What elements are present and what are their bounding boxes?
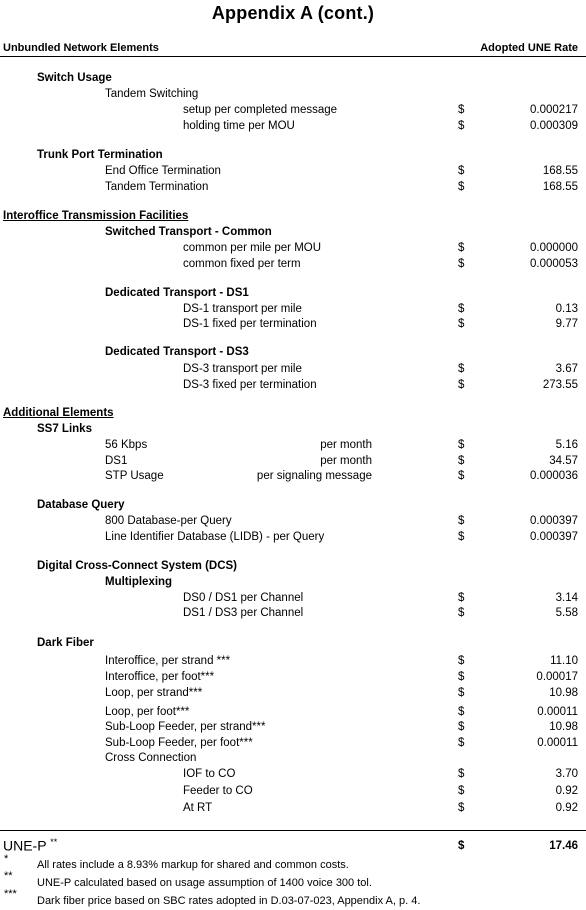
dollar-sign: $ [458,721,465,733]
rate-value: 10.98 [549,721,578,733]
row-label: DS1 [105,455,128,467]
rate-value: 0.000309 [530,120,578,132]
total-footnote-mark: ** [50,837,58,847]
footnote-text: Dark fiber price based on SBC rates adopted in D.03-07-023, Appendix A, p. 4. [37,895,421,907]
total-label-text: UNE-P [3,837,47,854]
dollar-sign: $ [458,768,465,780]
subsection-cross-connection: Cross Connection [105,752,197,764]
rate-value: 0.000053 [530,258,578,270]
rate-value: 0.000036 [530,470,578,482]
footnote-text: UNE-P calculated based on usage assumption of 1400 voice 300 tol. [37,877,372,889]
column-header-elements: Unbundled Network Elements [3,42,159,54]
dollar-sign: $ [458,687,465,699]
rate-value: 0.00011 [537,706,578,718]
rate-value: 168.55 [542,165,578,177]
rate-value: 0.92 [555,785,578,797]
total-label [3,837,57,854]
dollar-sign: $ [458,785,465,797]
rate-value: 273.55 [542,379,578,391]
row-label: Loop, per foot*** [105,706,190,718]
row-label: DS-3 fixed per termination [183,379,317,391]
rate-value: 0.000217 [530,104,578,116]
row-label: Loop, per strand*** [105,687,203,699]
row-label: Tandem Termination [105,181,209,193]
rate-value: 9.77 [555,318,578,330]
rate-value: 11.10 [550,655,578,667]
footnote-text: All rates include a 8.93% markup for shared and common costs. [37,859,349,871]
rate-value: 0.000397 [530,515,578,527]
dollar-sign: $ [458,258,465,270]
dollar-sign: $ [458,655,465,667]
row-label: Sub-Loop Feeder, per strand*** [105,721,266,733]
rate-value: 5.58 [555,607,578,619]
section-database-query: Database Query [37,499,125,511]
footnote-mark: *** [4,888,17,900]
footnote-mark: * [4,853,9,865]
row-label: STP Usage [105,470,164,482]
dollar-sign: $ [458,607,465,619]
row-label: Line Identifier Database (LIDB) - per Query [105,531,325,543]
dollar-sign: $ [458,242,465,254]
row-label: DS1 / DS3 per Channel [183,607,304,619]
rate-value: 3.67 [555,363,578,375]
total-value: 17.46 [549,840,578,852]
rate-value: 3.14 [555,592,578,604]
rate-value: 34.57 [549,455,578,467]
row-unit: per month [320,439,372,451]
section-dcs: Digital Cross-Connect System (DCS) [37,560,238,572]
row-label: DS-1 fixed per termination [183,318,317,330]
subsection-tandem-switching: Tandem Switching [105,88,199,100]
row-label: End Office Termination [105,165,221,177]
row-label: IOF to CO [183,768,236,780]
row-label: Feeder to CO [183,785,253,797]
row-unit: per month [320,455,372,467]
footnote-mark: ** [4,870,13,882]
row-label: common fixed per term [183,258,301,270]
rate-value: 0.92 [555,802,578,814]
dollar-sign: $ [458,737,465,749]
dollar-sign: $ [458,470,465,482]
dollar-sign: $ [458,318,465,330]
subsection-dedicated-ds1: Dedicated Transport - DS1 [105,287,249,299]
dollar-sign: $ [458,303,465,315]
rate-value: 0.000397 [530,531,578,543]
page-title: Appendix A (cont.) [211,3,375,23]
subsection-switched-transport: Switched Transport - Common [105,226,272,238]
rate-value: 5.16 [555,439,578,451]
row-label: common per mile per MOU [183,242,322,254]
section-switch-usage: Switch Usage [37,72,112,84]
row-label: setup per completed message [183,104,338,116]
section-dark-fiber: Dark Fiber [37,637,94,649]
dollar-sign: $ [458,120,465,132]
dollar-sign: $ [458,379,465,391]
row-label: holding time per MOU [183,120,295,132]
section-additional-elements: Additional Elements [3,407,114,419]
dollar-sign: $ [458,439,465,451]
section-ss7-links: SS7 Links [37,423,92,435]
rate-value: 0.00011 [537,737,578,749]
column-header-rate: Adopted UNE Rate [480,42,578,54]
row-unit: per signaling message [256,470,372,482]
row-label: At RT [183,802,213,814]
dollar-sign: $ [458,706,465,718]
rate-value: 10.98 [549,687,578,699]
rate-value: 0.000000 [530,242,578,254]
dollar-sign: $ [458,592,465,604]
row-label: DS0 / DS1 per Channel [183,592,304,604]
header-rule [0,56,586,57]
dollar-sign: $ [458,165,465,177]
row-label: DS-3 transport per mile [183,363,302,375]
dollar-sign: $ [458,363,465,375]
section-trunk-port: Trunk Port Termination [37,149,163,161]
total-rule [0,830,586,831]
rate-value: 3.70 [555,768,578,780]
dollar-sign: $ [458,104,465,116]
rate-value: 168.55 [542,181,578,193]
row-label: Interoffice, per strand *** [105,655,231,667]
dollar-sign: $ [458,455,465,467]
subsection-dedicated-ds3: Dedicated Transport - DS3 [105,346,249,358]
row-label: Interoffice, per foot*** [105,671,215,683]
row-label: 800 Database-per Query [105,515,232,527]
rate-value: 0.13 [555,303,578,315]
rate-value: 0.00017 [536,671,578,683]
row-label: Sub-Loop Feeder, per foot*** [105,737,253,749]
dollar-sign: $ [458,802,465,814]
subsection-multiplexing: Multiplexing [105,576,173,588]
dollar-sign: $ [458,515,465,527]
row-label: 56 Kbps [105,439,148,451]
dollar-sign: $ [458,671,465,683]
row-label: DS-1 transport per mile [183,303,302,315]
total-dollar-sign: $ [458,840,465,852]
dollar-sign: $ [458,531,465,543]
dollar-sign: $ [458,181,465,193]
section-interoffice: Interoffice Transmission Facilities [3,210,189,222]
